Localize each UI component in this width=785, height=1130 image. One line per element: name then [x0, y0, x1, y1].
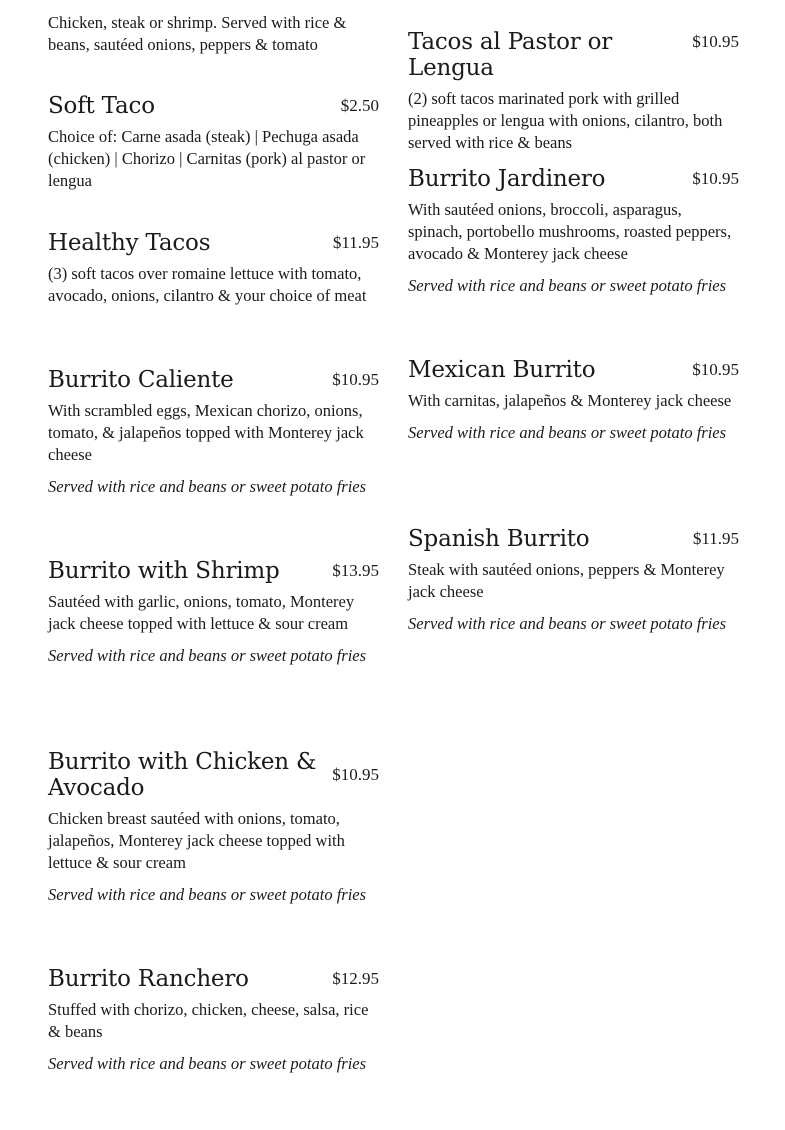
- item-note: Served with rice and beans or sweet potato fries: [408, 423, 727, 442]
- item-price: $10.95: [692, 32, 739, 51]
- item-name: Healthy Tacos: [48, 230, 211, 256]
- item-price: $13.95: [332, 561, 379, 580]
- menu-column-left: [48, 0, 379, 1073]
- menu-item: [408, 166, 739, 297]
- item-description: Chicken, steak or shrimp. Served with rice & beans, sautéed onions, peppers & tomato: [48, 13, 347, 54]
- item-name: Tacos al Pastor or Lengua: [408, 29, 613, 81]
- menu-item: [48, 966, 379, 1075]
- menu-item: [408, 357, 739, 444]
- item-description: With sautéed onions, broccoli, asparagus, spinach, portobello mushrooms, roasted peppers, avocado & Monterey jack cheese: [408, 200, 732, 263]
- menu-item: [48, 749, 379, 906]
- menu-item: [48, 558, 379, 667]
- item-price: $10.95: [692, 169, 739, 188]
- item-description: Sautéed with garlic, onions, tomato, Monterey jack cheese topped with lettuce & sour cream: [48, 592, 355, 633]
- item-description: (2) soft tacos marinated pork with grilled pineapples or lengua with onions, cilantro, both served with rice & beans: [408, 89, 723, 152]
- item-name: Burrito Jardinero: [408, 166, 606, 192]
- menu-item: [408, 526, 739, 635]
- item-name: Spanish Burrito: [408, 526, 590, 552]
- item-description: With scrambled eggs, Mexican chorizo, onions, tomato, & jalapeños topped with Monterey jack cheese: [48, 401, 364, 464]
- item-name: Burrito with Shrimp: [48, 558, 280, 584]
- item-price: $11.95: [692, 529, 739, 548]
- item-price: $2.50: [340, 96, 379, 115]
- item-price: $10.95: [692, 360, 739, 379]
- item-description: Stuffed with chorizo, chicken, cheese, salsa, rice & beans: [48, 1000, 369, 1041]
- item-name: Mexican Burrito: [408, 357, 596, 383]
- item-note: Served with rice and beans or sweet potato fries: [408, 614, 727, 633]
- item-description: Chicken breast sautéed with onions, tomato, jalapeños, Monterey jack cheese topped with lettuce & sour cream: [48, 809, 345, 872]
- item-name: Burrito Ranchero: [48, 966, 249, 992]
- item-description: With carnitas, jalapeños & Monterey jack cheese: [408, 391, 732, 410]
- item-note: Served with rice and beans or sweet potato fries: [48, 646, 367, 665]
- item-price: $11.95: [332, 233, 379, 252]
- menu-item: [48, 93, 379, 192]
- item-price: $12.95: [332, 969, 379, 988]
- menu-item: [48, 230, 379, 307]
- item-price: $10.95: [332, 370, 379, 389]
- item-description: (3) soft tacos over romaine lettuce with tomato, avocado, onions, cilantro & your choice of meat: [48, 264, 367, 305]
- item-note: Served with rice and beans or sweet potato fries: [408, 276, 727, 295]
- item-note: Served with rice and beans or sweet potato fries: [48, 885, 367, 904]
- menu-item: [48, 12, 379, 72]
- menu-item: [48, 367, 379, 498]
- item-price: $10.95: [332, 765, 379, 784]
- item-note: Served with rice and beans or sweet potato fries: [48, 1054, 367, 1073]
- item-name: Burrito Caliente: [48, 367, 234, 393]
- item-description: Steak with sautéed onions, peppers & Monterey jack cheese: [408, 560, 725, 601]
- item-description: Choice of: Carne asada (steak) | Pechuga asada (chicken) | Chorizo | Carnitas (pork) al pastor or lengua: [48, 127, 366, 190]
- item-note: Served with rice and beans or sweet potato fries: [48, 477, 367, 496]
- item-name: Burrito with Chicken & Avocado: [48, 749, 317, 801]
- item-name: Soft Taco: [48, 93, 155, 119]
- menu-item: [408, 29, 739, 154]
